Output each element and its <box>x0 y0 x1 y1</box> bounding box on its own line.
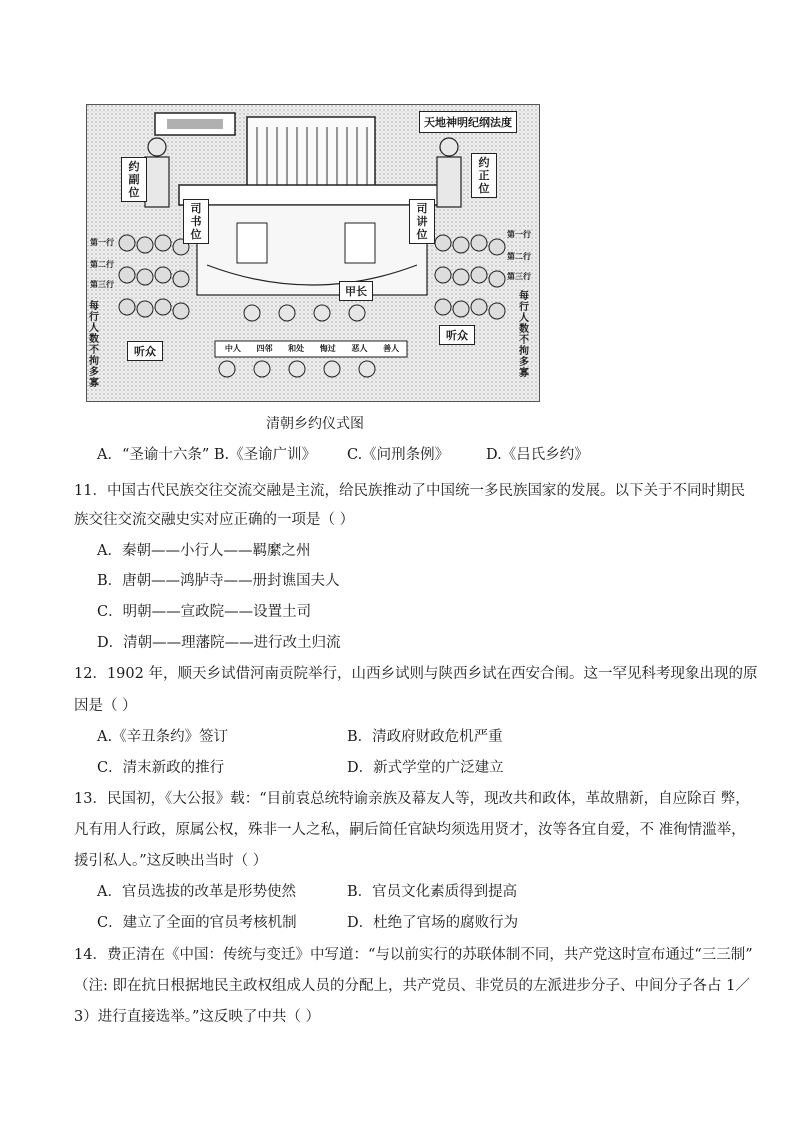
ceremony-figure <box>86 104 540 402</box>
q13-option-c: C．建立了全面的官员考核机制 <box>97 915 297 931</box>
q12-option-d: D．新式学堂的广泛建立 <box>347 760 504 776</box>
label-row2-right: 第二行 <box>507 252 531 261</box>
label-side-left: 每行人数不拘多寡 <box>89 301 99 389</box>
label-row3-right: 第三行 <box>507 272 531 281</box>
q13-stem-line1: 13．民国初，《大公报》载：“目前袁总统特谕亲族及幕友人等，现改共和政体，革故鼎新，自应除百 弊， <box>74 791 750 807</box>
q12-stem-line2: 因是（ ） <box>74 698 137 714</box>
q12-stem-line1: 12．1902 年，顺天乡试借河南贡院举行，山西乡试则与陕西乡试在西安合闱。这一罕见科考现象出现的原 <box>74 666 758 682</box>
q13-option-d: D．杜绝了官场的腐败行为 <box>347 915 519 931</box>
q12-option-b: B．清政府财政危机严重 <box>347 729 503 745</box>
label-si-jiang-wei: 司讲位 <box>409 199 435 244</box>
q11-option-a: A．秦朝——小行人——羁縻之州 <box>97 543 311 559</box>
label-ting-zhong-right: 听众 <box>439 325 475 345</box>
bottom-label: 恶人 <box>351 344 368 353</box>
label-row1-left: 第一行 <box>90 238 114 247</box>
bottom-label: 和处 <box>288 344 305 353</box>
q13-stem-line3: 援引私人。”这反映出当时（ ） <box>74 853 268 869</box>
bottom-label: 四邻 <box>256 344 273 353</box>
label-top-right: 天地神明纪纲法度 <box>419 111 517 133</box>
bottom-label: 悔过 <box>319 344 336 353</box>
q10-option-c: C.《问刑条例》 <box>347 447 450 463</box>
q11-option-d: D．清朝——理藩院——进行改土归流 <box>97 635 341 651</box>
label-side-right: 每行人数不拘多寡 <box>519 291 529 379</box>
label-row1-right: 第一行 <box>507 230 531 239</box>
label-yue-zheng-wei: 约正位 <box>471 153 497 198</box>
q14-stem-line2: （注: 即在抗日根据地民主政权组成人员的分配上，共产党员、非党员的左派进步分子、中间分子各占 1／ <box>74 978 750 994</box>
q12-option-c: C．清末新政的推行 <box>97 760 225 776</box>
bottom-label: 中人 <box>224 344 241 353</box>
q12-option-a: A.《辛丑条约》签订 <box>97 729 229 745</box>
q11-stem-line1: 11．中国古代民族交往交流交融是主流，给民族推动了中国统一多民族国家的发展。以下关于不同时期民 <box>74 483 745 499</box>
bottom-label: 善人 <box>383 344 400 353</box>
figure-caption: 清朝乡约仪式图 <box>266 416 364 432</box>
bottom-row-labels <box>217 343 407 354</box>
q14-stem-line3: 3）进行直接选举。”这反映了中共（ ） <box>74 1009 320 1025</box>
q10-option-ab: A．“圣谕十六条” B.《圣谕广训》 <box>97 447 317 463</box>
q13-option-b: B．官员文化素质得到提高 <box>347 884 518 900</box>
label-row2-left: 第二行 <box>90 260 114 269</box>
q14-stem-line1: 14．费正清在《中国：传统与变迁》中写道：“与以前实行的苏联体制不同，共产党这时宣布通过“三三制” <box>74 947 753 963</box>
q11-stem-line2: 族交往交流交融史实对应正确的一项是（ ） <box>74 512 355 528</box>
label-si-shu-wei: 司书位 <box>183 199 209 244</box>
q13-option-a: A．官员选拔的改革是形势使然 <box>97 884 296 900</box>
label-row3-left: 第三行 <box>90 280 114 289</box>
label-ting-zhong-left: 听众 <box>127 341 163 361</box>
q10-option-d: D.《吕氏乡约》 <box>486 447 589 463</box>
q11-option-c: C．明朝——宣政院——设置土司 <box>97 604 312 620</box>
label-yue-fu-wei: 约副位 <box>121 157 147 202</box>
q11-option-b: B．唐朝——鸿胪寺——册封谯国夫人 <box>97 573 340 589</box>
q13-stem-line2: 凡有用人行政，原属公权，殊非一人之私，嗣后简任官缺均须选用贤才，汝等各宜自爱，不 准徇情滥举， <box>74 822 746 838</box>
label-jia-zhang: 甲长 <box>339 281 373 301</box>
